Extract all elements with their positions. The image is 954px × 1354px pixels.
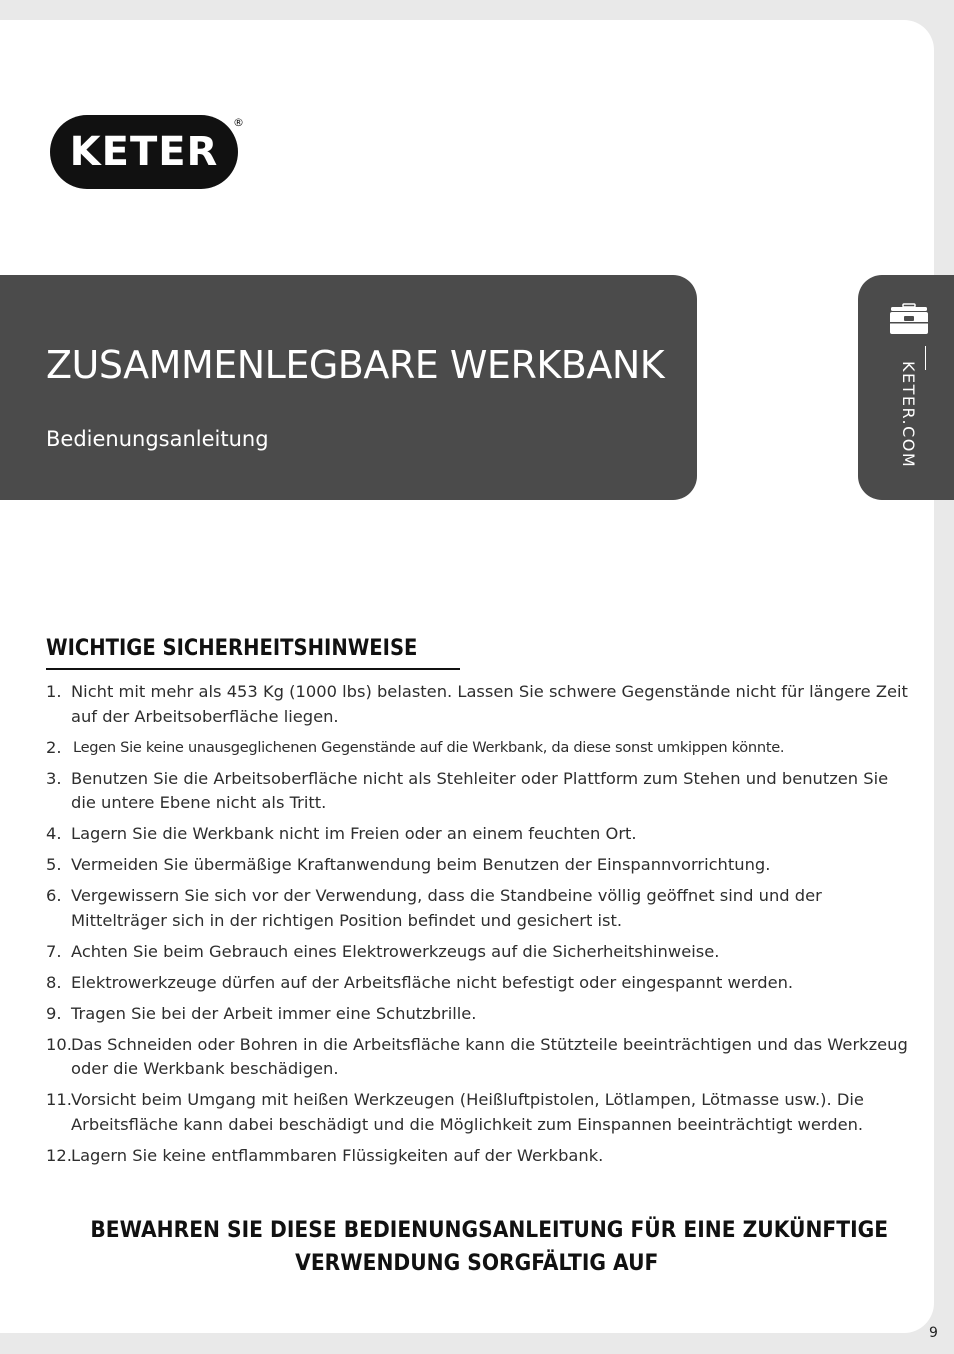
item-text: Vermeiden Sie übermäßige Kraftanwendung beim Benutzen der Einspannvorrichtung. — [71, 855, 771, 874]
item-text: Nicht mit mehr als 453 Kg (1000 lbs) belasten. Lassen Sie schwere Gegenstände nicht für längere Zeit auf der Arbeitsoberfläche liegen. — [71, 682, 908, 726]
keep-manual-line-1: BEWAHREN SIE DIESE BEDIENUNGSANLEITUNG FÜR EINE ZUKÜNFTIGE — [90, 1217, 889, 1243]
list-item — [46, 853, 916, 878]
document-subtitle: Bedienungsanleitung — [46, 427, 269, 451]
list-item — [46, 1033, 916, 1082]
item-number: 2. — [46, 737, 62, 757]
item-text: Achten Sie beim Gebrauch eines Elektrowerkzeugs auf die Sicherheitshinweise. — [71, 941, 720, 961]
list-item — [46, 971, 916, 996]
list-item — [46, 1002, 916, 1027]
item-number: 5. — [46, 855, 62, 874]
item-text: Tragen Sie bei der Arbeit immer eine Schutzbrille. — [71, 1003, 477, 1023]
keep-manual-note — [46, 1214, 908, 1280]
list-item — [46, 1144, 916, 1169]
list-item — [46, 940, 916, 965]
registered-mark: ® — [233, 116, 244, 129]
document-title: ZUSAMMENLEGBARE WERKBANK — [46, 343, 665, 387]
list-item — [46, 736, 916, 761]
item-number: 4. — [46, 824, 62, 843]
title-banner — [0, 275, 697, 500]
item-number: 8. — [46, 972, 62, 992]
item-number: 1. — [46, 682, 62, 701]
website-label: KETER.COM — [899, 361, 918, 469]
item-number: 9. — [46, 1003, 62, 1023]
item-number: 3. — [46, 768, 62, 788]
side-tab — [858, 275, 954, 500]
keep-manual-line-2: VERWENDUNG SORGFÄLTIG AUF — [295, 1250, 659, 1276]
item-text: Elektrowerkzeuge dürfen auf der Arbeitsfläche nicht befestigt oder eingespannt werden. — [71, 972, 794, 992]
safety-list — [46, 680, 916, 1175]
item-text: Lagern Sie die Werkbank nicht im Freien oder an einem feuchten Ort. — [71, 824, 637, 843]
item-text: Vergewissern Sie sich vor der Verwendung, dass die Standbeine völlig geöffnet sind und der Mittelträger sich in der richtigen Position befindet und gesichert ist. — [71, 886, 822, 930]
item-number: 7. — [46, 941, 62, 961]
safety-heading: WICHTIGE SICHERHEITSHINWEISE — [46, 636, 418, 661]
item-number: 11. — [46, 1090, 72, 1109]
item-number: 12. — [46, 1145, 72, 1165]
list-item — [46, 884, 916, 933]
heading-underline — [46, 668, 460, 670]
toolbox-icon — [888, 303, 930, 337]
item-text: Benutzen Sie die Arbeitsoberfläche nicht als Stehleiter oder Plattform zum Stehen und benutzen Sie die untere Ebene nicht als Tritt. — [71, 768, 889, 812]
side-divider — [925, 346, 926, 370]
page-number: 9 — [929, 1325, 938, 1341]
item-text: Vorsicht beim Umgang mit heißen Werkzeugen (Heißluftpistolen, Lötlampen, Lötmasse usw.). Die Arbeitsfläche kann dabei beschädigt und die Möglichkeit zum Einspannen beeinträchtigt werden. — [71, 1090, 864, 1134]
item-number: 10. — [46, 1034, 72, 1054]
list-item — [46, 822, 916, 847]
list-item — [46, 767, 916, 816]
item-text: Lagern Sie keine entflammbaren Flüssigkeiten auf der Werkbank. — [71, 1145, 604, 1165]
list-item — [46, 680, 916, 729]
logo-text: KETER — [69, 129, 219, 175]
item-text: Legen Sie keine unausgeglichenen Gegenstände auf die Werkbank, da diese sonst umkippen könnte. — [73, 738, 785, 756]
list-item — [46, 1088, 916, 1137]
item-text: Das Schneiden oder Bohren in die Arbeitsfläche kann die Stützteile beeinträchtigen und das Werkzeug oder die Werkbank beschädigen. — [71, 1034, 908, 1078]
keter-logo — [50, 115, 238, 189]
item-number: 6. — [46, 886, 62, 905]
